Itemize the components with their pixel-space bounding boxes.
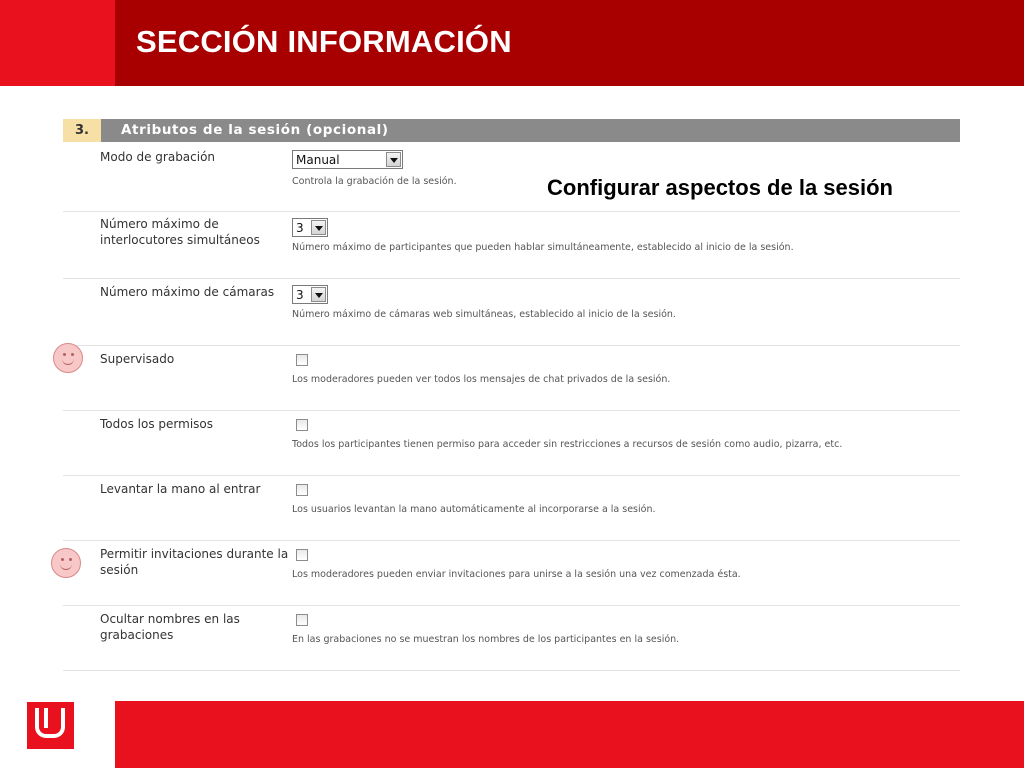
supervised-checkbox[interactable]	[296, 354, 308, 366]
max-cameras-select[interactable]	[292, 285, 328, 304]
all-permissions-label: Todos los permisos	[100, 417, 213, 431]
supervised-label: Supervisado	[100, 352, 175, 366]
max-speakers-value: 3	[296, 221, 304, 235]
recording-mode-label: Modo de grabación	[100, 150, 216, 164]
section-header	[63, 119, 960, 142]
setting-row-all-permissions	[63, 411, 960, 476]
setting-row-max-cameras	[63, 279, 960, 346]
raise-hand-description: Los usuarios levantan la mano automáticamente al incorporarse a la sesión.	[292, 504, 656, 515]
max-speakers-select[interactable]	[292, 218, 328, 237]
u-logo-icon	[27, 702, 74, 749]
max-speakers-label: Número máximo de interlocutores simultáneos	[100, 217, 260, 247]
chevron-down-icon[interactable]	[311, 220, 326, 235]
recording-mode-value: Manual	[296, 153, 340, 167]
recording-mode-select[interactable]	[292, 150, 403, 169]
footer-bar	[115, 701, 1024, 768]
page-title: SECCIÓN INFORMACIÓN	[136, 24, 512, 59]
hide-names-checkbox[interactable]	[296, 614, 308, 626]
hide-names-description: En las grabaciones no se muestran los nombres de los participantes en la sesión.	[292, 634, 680, 645]
allow-invitations-label: Permitir invitaciones durante la sesión	[100, 547, 289, 577]
setting-row-supervised	[63, 346, 960, 411]
max-cameras-label: Número máximo de cámaras	[100, 285, 275, 299]
supervised-description: Los moderadores pueden ver todos los mensajes de chat privados de la sesión.	[292, 374, 671, 385]
chevron-down-icon[interactable]	[386, 152, 401, 167]
allow-invitations-description: Los moderadores pueden enviar invitaciones para unirse a la sesión una vez comenzada ésta.	[292, 569, 741, 580]
hide-names-label: Ocultar nombres en las grabaciones	[100, 612, 240, 642]
all-permissions-description: Todos los participantes tienen permiso para acceder sin restricciones a recursos de sesión como audio, pizarra, etc.	[292, 439, 843, 450]
max-speakers-description: Número máximo de participantes que pueden hablar simultáneamente, establecido al inicio de la sesión.	[292, 242, 794, 253]
allow-invitations-checkbox[interactable]	[296, 549, 308, 561]
section-number: 3.	[63, 119, 101, 142]
recording-mode-description: Controla la grabación de la sesión.	[292, 176, 457, 187]
chevron-down-icon[interactable]	[311, 287, 326, 302]
raise-hand-label: Levantar la mano al entrar	[100, 482, 261, 496]
setting-row-raise-hand	[63, 476, 960, 541]
setting-row-max-speakers	[63, 212, 960, 279]
callout-text: Configurar aspectos de la sesión	[547, 175, 893, 200]
all-permissions-checkbox[interactable]	[296, 419, 308, 431]
header-accent	[0, 0, 115, 86]
max-cameras-value: 3	[296, 288, 304, 302]
max-cameras-description: Número máximo de cámaras web simultáneas, establecido al inicio de la sesión.	[292, 309, 676, 320]
smiley-face-icon	[51, 548, 81, 578]
section-title: Atributos de la sesión (opcional)	[121, 122, 389, 138]
setting-row-allow-invitations	[63, 541, 960, 606]
setting-row-hide-names	[63, 606, 960, 671]
smiley-face-icon	[53, 343, 83, 373]
raise-hand-checkbox[interactable]	[296, 484, 308, 496]
